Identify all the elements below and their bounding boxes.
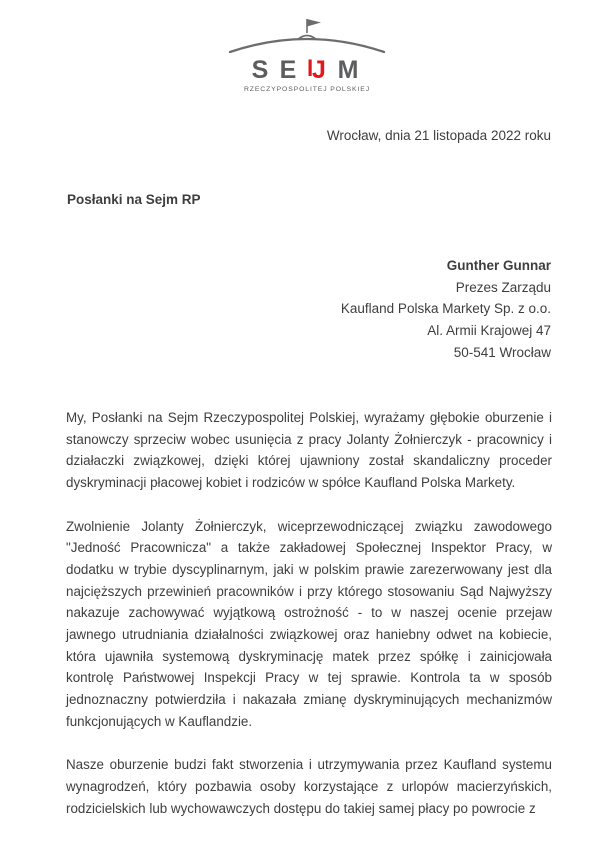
recipient-title: Prezes Zarządu — [455, 279, 551, 295]
recipient-company: Kaufland Polska Markety Sp. z o.o. — [340, 301, 551, 317]
date-line: Wrocław, dnia 21 listopada 2022 roku — [326, 128, 551, 143]
recipient-name: Gunther Gunnar — [446, 258, 551, 273]
recipient-street: Al. Armii Krajowej 47 — [427, 323, 551, 339]
letter-body — [66, 407, 552, 819]
dome-arc — [230, 39, 384, 52]
body-paragraph-1: My, Posłanki na Sejm Rzeczypospolitej Polskiej, wyrażamy głębokie oburzenie i stanowczy sprzeciw wobec usunięcia z pracy Jolanty Żołnierczyk - pracownicy i działaczki związkowej, dzięki której ujawniony został skandaliczny proceder dyskryminacji płacowej kobiet i rodziców w spółce Kaufland Polska Markety. — [66, 410, 552, 491]
logo-letter-m: M — [337, 56, 358, 84]
logo-subtitle: RZECZYPOSPOLITEJ POLSKIEJ — [243, 86, 370, 93]
body-paragraph-2: Zwolnienie Jolanty Żołnierczyk, wiceprzewodniczącej związku zawodowego "Jedność Pracownicza" a także zakładowej Społecznej Inspektor Pracy, w dodatku w trybie dyscyplinarnym, jaki w polskim prawie zarezerwowany jest dla najcięższych przewinień pracowników i przy którego stosowaniu Sąd Najwyższy nakazuje zachowywać wyjątkową ostrożność - to w naszej ocenie przejaw jawnego utrudniania działalności związkowej oraz haniebny odwet na kobiecie, która ujawniła systemową dyskryminację matek przez spółkę i zainicjowała kontrolę Państwowej Inspekcji Pracy w tej sprawie. Kontrola ta w sposób jednoznaczny potwierdziła i nakazała zmianę dyskryminujących mechanizmów funkcjonujących w Kauflandzie. — [66, 518, 552, 729]
logo-letter-e: E — [279, 56, 296, 84]
logo-letter-s: S — [251, 56, 268, 84]
sejm-dome-icon — [222, 12, 392, 96]
flag-icon — [307, 19, 321, 33]
logo-letter-j: J — [311, 56, 326, 84]
recipient-city: 50-541 Wrocław — [453, 344, 551, 360]
body-paragraph-3: Nasze oburzenie budzi fakt stworzenia i utrzymywania przez Kaufland systemu wynagrodzeń, który pozbawia osoby korzystające z urlopów macierzyńskich, rodzicielskich lub wychowawczych dostępu do takiej samej płacy po powrocie z — [66, 757, 552, 816]
sender-heading: Posłanki na Sejm RP — [67, 192, 201, 207]
recipient-block — [341, 255, 551, 364]
sejm-logo — [222, 12, 392, 96]
